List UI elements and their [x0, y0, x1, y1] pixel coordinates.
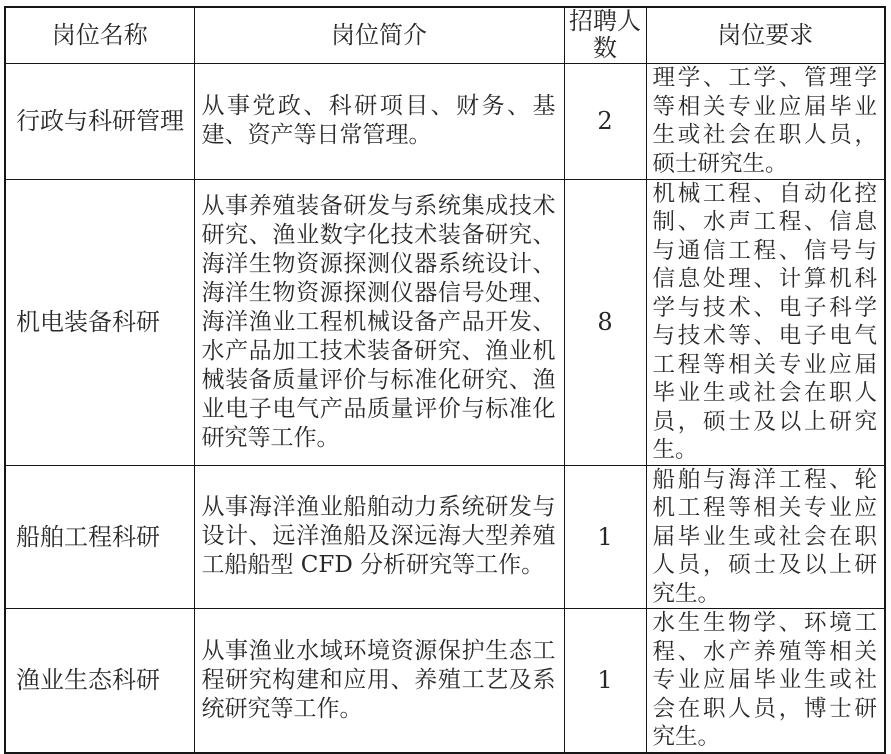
position-requirements-cell: 理学、工学、管理学等相关专业应届毕业生或社会在职人员，硕士研究生。 — [646, 63, 885, 179]
table-body — [5, 63, 885, 753]
position-description-cell: 从事海洋渔业船舶动力系统研发与设计、远洋渔船及深远海大型养殖工船船型 CFD 分析研究等工作。 — [194, 465, 564, 609]
position-name-cell: 船舶工程科研 — [5, 465, 194, 609]
position-requirements-cell: 水生生物学、环境工程、水产养殖等相关专业应届毕业生或社会在职人员，博士研究生。 — [646, 609, 885, 753]
recruit-count-cell: 1 — [564, 465, 646, 609]
position-requirements-cell: 船舶与海洋工程、轮机工程等相关专业应届毕业生或社会在职人员，硕士及以上研究生。 — [646, 465, 885, 609]
position-name-cell: 渔业生态科研 — [5, 609, 194, 753]
table-row — [5, 179, 885, 465]
header-row — [5, 7, 885, 63]
position-description-cell: 从事渔业水域环境资源保护生态工程研究构建和应用、养殖工艺及系统研究等工作。 — [194, 609, 564, 753]
header-position-intro: 岗位简介 — [194, 7, 564, 63]
table-row — [5, 609, 885, 753]
header-recruit-count: 招聘人数 — [564, 7, 646, 63]
position-description-cell: 从事养殖装备研发与系统集成技术研究、渔业数字化技术装备研究、海洋生物资源探测仪器系统设计、海洋生物资源探测仪器信号处理、海洋渔业工程机械设备产品开发、水产品加工技术装备研究、渔业机械装备质量评价与标准化研究、渔业电子电气产品质量评价与标准化研究等工作。 — [194, 179, 564, 465]
position-description-cell: 从事党政、科研项目、财务、基建、资产等日常管理。 — [194, 63, 564, 179]
header-position-requirements: 岗位要求 — [646, 7, 885, 63]
document-page — [4, 6, 884, 754]
position-name-cell: 行政与科研管理 — [5, 63, 194, 179]
recruit-count-cell: 8 — [564, 179, 646, 465]
recruit-count-cell: 2 — [564, 63, 646, 179]
header-position-name: 岗位名称 — [5, 7, 194, 63]
recruit-count-cell: 1 — [564, 609, 646, 753]
table-row — [5, 465, 885, 609]
position-requirements-cell: 机械工程、自动化控制、水声工程、信息与通信工程、信号与信息处理、计算机科学与技术、电子科学与技术等、电子电气工程等相关专业应届毕业生或社会在职人员，硕士及以上研究生。 — [646, 179, 885, 465]
recruitment-table — [4, 6, 886, 754]
table-header — [5, 7, 885, 63]
table-row — [5, 63, 885, 179]
position-name-cell: 机电装备科研 — [5, 179, 194, 465]
